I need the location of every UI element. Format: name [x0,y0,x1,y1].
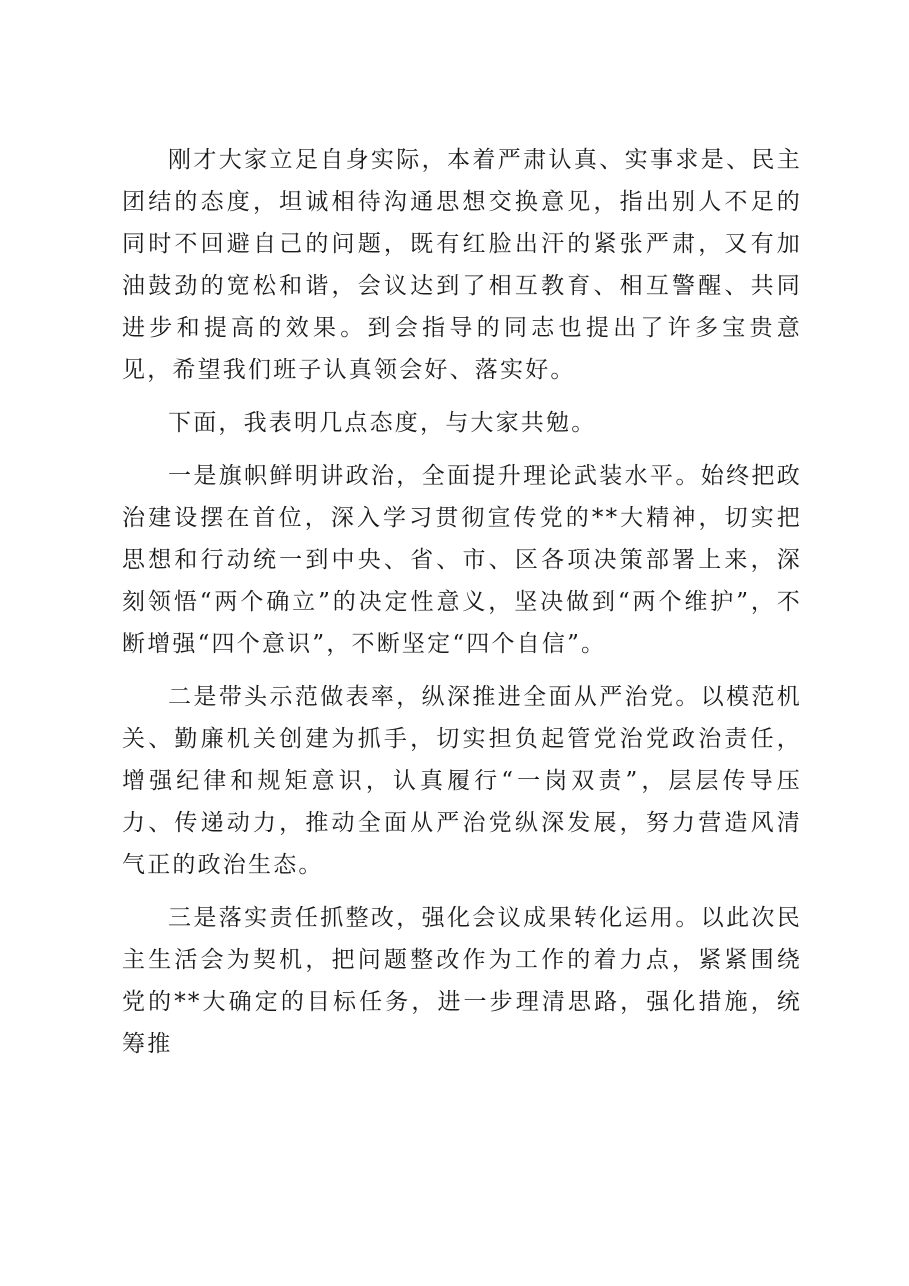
paragraph-point-two: 二是带头示范做表率，纵深推进全面从严治党。以模范机关、勤廉机关创建为抓手，切实担负起管党治党政治责任，增强纪律和规矩意识，认真履行“一岗双责”，层层传导压力、传递动力，推动全面从严治党纵深发展，努力营造风清气正的政治生态。 [122,684,802,878]
paragraph-opening: 刚才大家立足自身实际，本着严肃认真、实事求是、民主团结的态度，坦诚相待沟通思想交换意见，指出别人不足的同时不回避自己的问题，既有红脸出汗的紧张严肃，又有加油鼓劲的宽松和谐，会议达到了相互教育、相互警醒、共同进步和提高的效果。到会指导的同志也提出了许多宝贵意见，希望我们班子认真领会好、落实好。 [122,147,802,383]
paragraph-transition: 下面，我表明几点态度，与大家共勉。 [168,410,597,436]
paragraph-point-one: 一是旗帜鲜明讲政治，全面提升理论武装水平。始终把政治建设摆在首位，深入学习贯彻宣传党的**大精神，切实把思想和行动统一到中央、省、市、区各项决策部署上来，深刻领悟“两个确立”的决定性意义，坚决做到“两个维护”，不断增强“四个意识”，不断坚定“四个自信”。 [122,463,802,657]
paragraph-point-three: 三是落实责任抓整改，强化会议成果转化运用。以此次民主生活会为契机，把问题整改作为工作的着力点，紧紧围绕党的**大确定的目标任务，进一步理清思路，强化措施，统筹推 [122,905,802,1057]
document-body [122,139,802,1065]
